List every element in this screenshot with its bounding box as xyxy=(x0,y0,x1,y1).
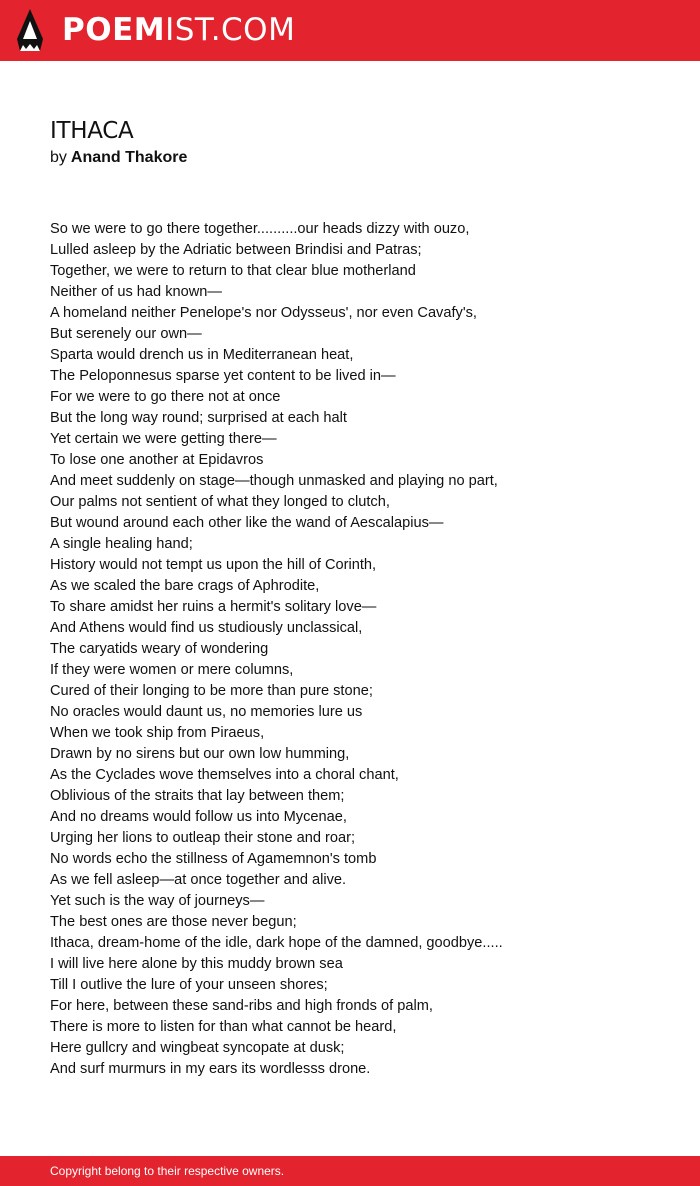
site-logo[interactable] xyxy=(62,12,295,48)
poem-line: Neither of us had known— xyxy=(50,284,222,300)
poem-line: To share amidst her ruins a hermit's solitary love— xyxy=(50,599,377,615)
poem-line: As the Cyclades wove themselves into a choral chant, xyxy=(50,767,399,783)
poem-line: The best ones are those never begun; xyxy=(50,914,297,930)
poem-line: And no dreams would follow us into Mycenae, xyxy=(50,809,347,825)
logo-bold-text: POEM xyxy=(62,12,166,48)
poem-line: But the long way round; surprised at each halt xyxy=(50,410,347,426)
poem-title: ITHACA xyxy=(50,118,134,144)
logo-rest-text: IST.COM xyxy=(165,12,296,48)
poem-line: Drawn by no sirens but our own low humming, xyxy=(50,746,350,762)
poem-line: Yet such is the way of journeys— xyxy=(50,893,265,909)
footer-bar xyxy=(0,1156,700,1186)
poem-line: Yet certain we were getting there— xyxy=(50,431,277,447)
poem-line: Lulled asleep by the Adriatic between Brindisi and Patras; xyxy=(50,242,422,258)
poem-line: As we fell asleep—at once together and alive. xyxy=(50,872,347,888)
poem-line: If they were women or mere columns, xyxy=(50,662,294,678)
poem-line: No words echo the stillness of Agamemnon's tomb xyxy=(50,851,377,867)
poem-line: As we scaled the bare crags of Aphrodite, xyxy=(50,578,320,594)
author-name: Anand Thakore xyxy=(70,149,188,166)
poem-line: The caryatids weary of wondering xyxy=(50,641,269,657)
poem-line: History would not tempt us upon the hill of Corinth, xyxy=(50,557,377,573)
poem-line: Oblivious of the straits that lay between them; xyxy=(50,788,345,804)
poem-line: To lose one another at Epidavros xyxy=(50,452,264,468)
poem-line: So we were to go there together..........our heads dizzy with ouzo, xyxy=(50,221,470,237)
poem-line: And Athens would find us studiously unclassical, xyxy=(50,620,363,636)
poem-line: Sparta would drench us in Mediterranean heat, xyxy=(50,347,354,363)
poem-line: But wound around each other like the wand of Aescalapius— xyxy=(50,515,444,531)
poem-line: Here gullcry and wingbeat syncopate at dusk; xyxy=(50,1040,345,1056)
poem-line: Urging her lions to outleap their stone and roar; xyxy=(50,830,356,846)
copyright-text: Copyright belong to their respective owners. xyxy=(50,1164,285,1178)
poem-line: A homeland neither Penelope's nor Odysseus', nor even Cavafy's, xyxy=(50,305,477,321)
by-label: by xyxy=(50,149,67,166)
header-bar xyxy=(0,0,700,61)
poem-body xyxy=(50,219,670,1080)
poem-line: Cured of their longing to be more than pure stone; xyxy=(50,683,373,699)
poem-line: For we were to go there not at once xyxy=(50,389,281,405)
poem-line: And meet suddenly on stage—though unmasked and playing no part, xyxy=(50,473,498,489)
poem-line: Together, we were to return to that clear blue motherland xyxy=(50,263,416,279)
poem-line: For here, between these sand-ribs and high fronds of palm, xyxy=(50,998,433,1014)
poem-line: I will live here alone by this muddy brown sea xyxy=(50,956,343,972)
poem-line: Till I outlive the lure of your unseen shores; xyxy=(50,977,328,993)
pencil-logo-icon[interactable] xyxy=(17,9,43,51)
poem-line: When we took ship from Piraeus, xyxy=(50,725,265,741)
poem-line: Our palms not sentient of what they longed to clutch, xyxy=(50,494,390,510)
poem-line: A single healing hand; xyxy=(50,536,193,552)
poem-line: No oracles would daunt us, no memories lure us xyxy=(50,704,363,720)
poem-line: But serenely our own— xyxy=(50,326,202,342)
poem-line: And surf murmurs in my ears its wordlesss drone. xyxy=(50,1061,371,1077)
byline xyxy=(50,149,187,167)
poem-line: There is more to listen for than what cannot be heard, xyxy=(50,1019,397,1035)
poem-line: Ithaca, dream-home of the idle, dark hope of the damned, goodbye..... xyxy=(50,935,503,951)
poem-line: The Peloponnesus sparse yet content to be lived in— xyxy=(50,368,396,384)
